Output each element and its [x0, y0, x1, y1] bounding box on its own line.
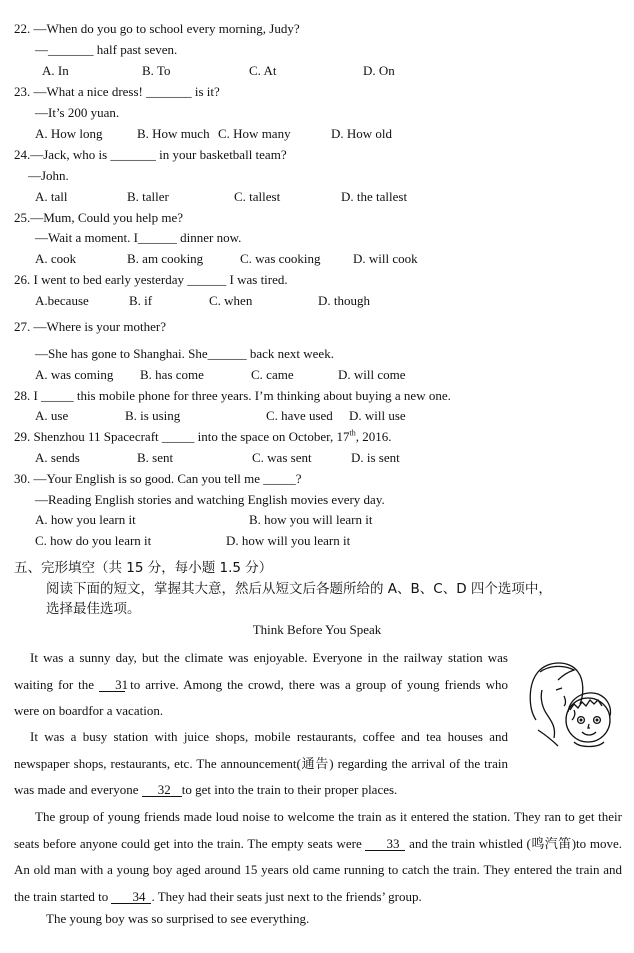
p2-text-b: to get into the train to their proper places. — [181, 782, 398, 797]
section-heading: 五、完形填空（共 15 分，每小题 1.5 分） — [14, 560, 273, 576]
p3-text-c: . They had their seats just next to the friends’ group. — [151, 888, 422, 904]
question-26-stem: 26. I went to bed early yesterday ______ I was tired. — [14, 272, 288, 287]
question-22-answer-line: —_______ half past seven. — [35, 42, 178, 57]
p2-text-a: It was a busy station with juice shops, mobile restaurants, coffee and tea houses and newspaper shops, restaurants, etc. The announcement(通告) regarding the arrival of the train was made and everyone — [14, 729, 508, 797]
question-30-stem: 30. —Your English is so good. Can you tell me _____? — [14, 471, 302, 486]
q25-option-b: B. am cooking — [127, 251, 204, 266]
q28-option-a: A. use — [35, 408, 69, 423]
q22-option-b: B. To — [142, 63, 171, 78]
q23-option-b: B. How much — [137, 126, 210, 141]
q27-option-a: A. was coming — [35, 367, 114, 382]
question-27-stem: 27. —Where is your mother? — [14, 319, 166, 334]
question-24-stem: 24.—Jack, who is _______ in your basketball team? — [14, 147, 287, 162]
q23-option-c: C. How many — [218, 126, 291, 141]
q23-option-a: A. How long — [35, 126, 103, 141]
q29-stem-tail: , 2016. — [355, 429, 392, 444]
q22-option-a: A. In — [42, 63, 69, 78]
q30-option-a: A. how you learn it — [35, 512, 136, 527]
q26-option-a: A.because — [35, 293, 89, 308]
passage-paragraph-4: The young boy was so surprised to see everything. — [46, 911, 310, 926]
p1-text-a: It was a sunny day, but the climate was enjoyable. Everyone in the railway station was waiting for the — [14, 650, 508, 692]
passage-paragraph-3 — [14, 804, 622, 910]
q27-option-d: D. will come — [338, 367, 406, 382]
passage-paragraph-2 — [14, 724, 508, 804]
section-instruction-line-1: 阅读下面的短文，掌握其大意，然后从短文后各题所给的 A、B、C、D 四个选项中， — [46, 581, 552, 597]
q29-option-b: B. sent — [137, 450, 174, 465]
q28-option-c: C. have used — [266, 408, 333, 423]
p1-text-b: to arrive. Among the crowd, there was a group of young friends who were on boardfor a vacation. — [14, 676, 508, 718]
man-and-boy-illustration — [518, 650, 628, 750]
passage-paragraph-1 — [14, 645, 508, 725]
blank-33[interactable]: 33 — [365, 837, 405, 851]
question-25-answer-line: —Wait a moment. I______ dinner now. — [35, 230, 242, 245]
q24-option-a: A. tall — [35, 189, 68, 204]
q26-option-d: D. though — [318, 293, 370, 308]
blank-31[interactable]: 31 — [99, 678, 125, 692]
question-30-answer-line: —Reading English stories and watching English movies every day. — [35, 492, 385, 507]
q29-option-c: C. was sent — [252, 450, 312, 465]
q22-option-c: C. At — [249, 63, 277, 78]
q22-option-d: D. On — [363, 63, 395, 78]
q30-option-c: C. how do you learn it — [35, 533, 152, 548]
question-28-stem: 28. I _____ this mobile phone for three years. I’m thinking about buying a new one. — [14, 388, 451, 403]
question-24-answer-line: —John. — [28, 168, 69, 183]
q24-option-c: C. tallest — [234, 189, 281, 204]
q29-stem-text: 29. Shenzhou 11 Spacecraft _____ into the space on October, 17 — [14, 429, 350, 444]
q26-option-c: C. when — [209, 293, 253, 308]
question-22-stem: 22. —When do you go to school every morning, Judy? — [14, 21, 300, 36]
section-instruction-line-2: 选择最佳选项。 — [46, 601, 141, 617]
q24-option-d: D. the tallest — [341, 189, 408, 204]
q30-option-b: B. how you will learn it — [249, 512, 373, 527]
q24-option-b: B. taller — [127, 189, 169, 204]
q29-option-d: D. is sent — [351, 450, 400, 465]
q27-option-c: C. came — [251, 367, 294, 382]
q30-option-d: D. how will you learn it — [226, 533, 351, 548]
question-23-stem: 23. —What a nice dress! _______ is it? — [14, 84, 220, 99]
passage-title: Think Before You Speak — [252, 622, 382, 637]
q29-option-a: A. sends — [35, 450, 80, 465]
q26-option-b: B. if — [129, 293, 153, 308]
p3-text-a: The group of young friends made loud noise to welcome the train as it entered the station. They ran to get their seats before anyone could get into the train. The empty seats were — [14, 809, 622, 851]
q27-option-b: B. has come — [140, 367, 204, 382]
q23-option-d: D. How old — [331, 126, 393, 141]
q28-option-d: D. will use — [349, 408, 406, 423]
p3-text-b: and the train whistled (鸣汽笛)to move. An old man with a young boy aged around 15 years old came running to catch the train. They entered the train and the train started to — [14, 835, 622, 904]
question-25-stem: 25.—Mum, Could you help me? — [14, 210, 183, 225]
q29-superscript: th — [349, 428, 356, 438]
q25-option-d: D. will cook — [353, 251, 418, 266]
question-23-answer-line: —It’s 200 yuan. — [35, 105, 120, 120]
blank-34[interactable]: 34 — [111, 890, 151, 904]
blank-32[interactable]: 32 — [142, 783, 182, 797]
q28-option-b: B. is using — [125, 408, 181, 423]
q25-option-a: A. cook — [35, 251, 77, 266]
question-27-answer-line: —She has gone to Shanghai. She______ back next week. — [35, 346, 334, 361]
q25-option-c: C. was cooking — [240, 251, 321, 266]
question-29-stem — [14, 429, 391, 445]
